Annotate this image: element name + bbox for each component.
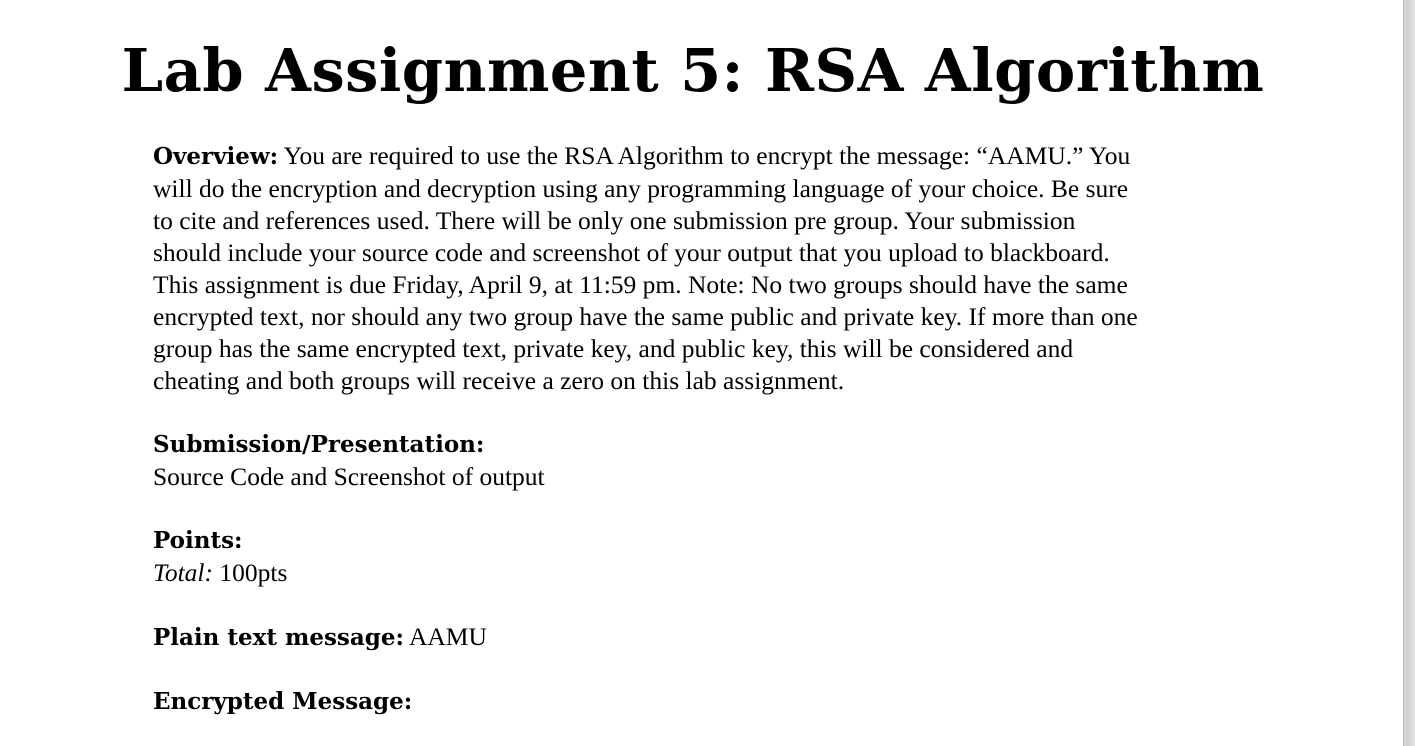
plain-text-line: [153, 621, 1243, 654]
plain-text-value: AAMU: [403, 622, 487, 651]
overview-line-6: encrypted text, nor should any two group have the same public and private key. If more than one: [153, 302, 1138, 331]
spacer: [153, 589, 1243, 621]
overview-label: Overview:: [153, 143, 279, 170]
points-section: [153, 525, 1243, 589]
overview-line-7: group has the same encrypted text, private key, and public key, this will be considered and: [153, 334, 1074, 363]
document-title: Lab Assignment 5: RSA Algorithm: [121, 36, 1265, 105]
points-label: Points:: [153, 527, 243, 554]
overview-line-3: to cite and references used. There will be only one submission pre group. Your submission: [153, 206, 1076, 235]
overview-line-2: will do the encryption and decryption using any programming language of your choice. Be sure: [153, 174, 1129, 203]
spacer: [153, 493, 1243, 525]
plain-text-label: Plain text message:: [153, 624, 404, 651]
overview-line-5: This assignment is due Friday, April 9, at 11:59 pm. Note: No two groups should have the same: [153, 270, 1128, 299]
document-body: [153, 140, 1243, 718]
overview-line-1: [153, 140, 1243, 173]
spacer: [153, 397, 1243, 429]
overview-text-1: You are required to use the RSA Algorithm to encrypt the message: “AAMU.” You: [278, 141, 1131, 170]
spacer: [153, 654, 1243, 686]
submission-section: [153, 429, 1243, 493]
total-value: 100pts: [213, 558, 288, 587]
overview-line-4: should include your source code and screenshot of your output that you upload to blackboard.: [153, 238, 1110, 267]
overview-paragraph: [153, 140, 1243, 397]
encrypted-section: [153, 686, 1243, 718]
points-total-line: [153, 557, 1243, 589]
scrollbar[interactable]: [1403, 0, 1415, 746]
total-label: Total:: [153, 558, 214, 587]
overview-line-8: cheating and both groups will receive a zero on this lab assignment.: [153, 366, 845, 395]
submission-label: Submission/Presentation:: [153, 431, 485, 458]
encrypted-label: Encrypted Message:: [153, 688, 413, 715]
submission-text: Source Code and Screenshot of output: [153, 462, 545, 491]
plain-text-section: [153, 621, 1243, 654]
